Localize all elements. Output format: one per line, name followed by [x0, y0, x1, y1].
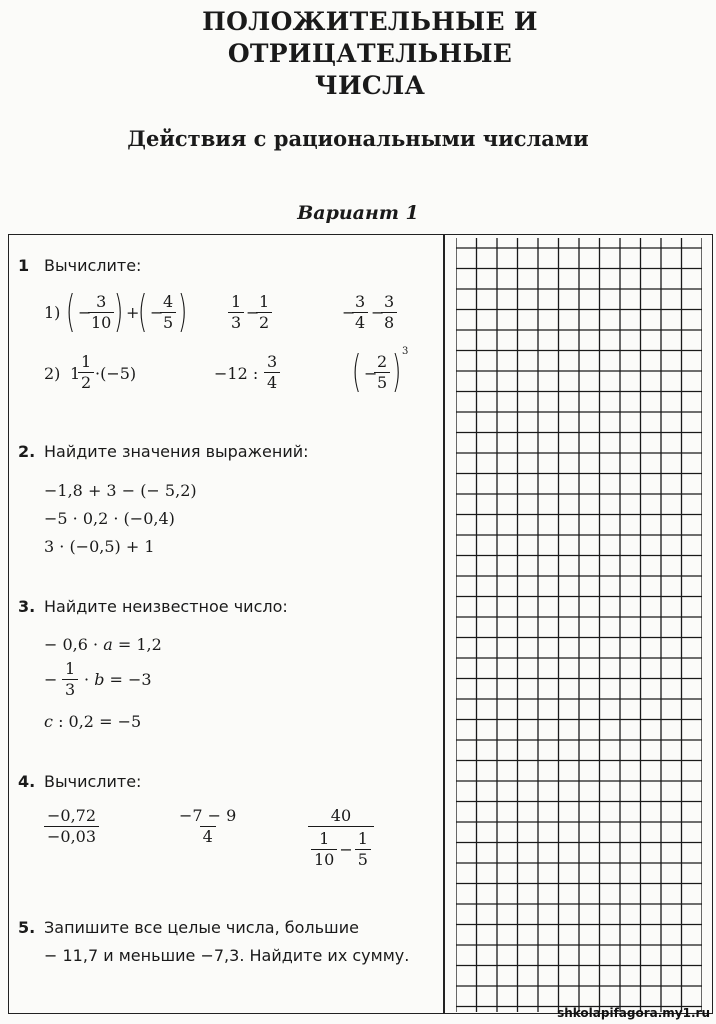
ex1-fraction2: [160, 292, 176, 333]
task1-prompt: Вычислите:: [44, 256, 142, 275]
ex2-fraction1: [228, 292, 244, 333]
title-line-2: ЧИСЛА: [314, 71, 426, 100]
task3-line2-mid: ·: [84, 670, 90, 689]
fraction-denominator: 5: [160, 312, 176, 333]
task1-number: 1: [18, 256, 30, 275]
fraction-numerator: 40: [330, 806, 352, 825]
answer-grid: [456, 238, 702, 1012]
ex1-minus1: −: [78, 303, 92, 322]
task2-line-3: 3 · (−0,5) + 1: [44, 537, 155, 556]
ex4-whole: 1: [70, 364, 81, 383]
ex1-fraction1: [88, 292, 114, 333]
fraction-denominator: 3: [62, 679, 78, 700]
task2-line-1: −1,8 + 3 − (− 5,2): [44, 481, 197, 500]
task5-number: 5.: [18, 918, 36, 937]
variable-b: b: [94, 670, 105, 689]
fraction-numerator: 1: [319, 829, 330, 848]
paren-left: (: [137, 286, 148, 337]
variant-label: Вариант 1: [297, 202, 419, 224]
ex3-lead-minus: −: [342, 303, 356, 322]
task3-line-3: [44, 712, 141, 732]
ex6-fraction: [374, 352, 390, 393]
task3-fraction: [62, 659, 78, 700]
task5-line-2: − 11,7 и меньшие −7,3. Найдите их сумму.: [44, 946, 410, 965]
ex2-fraction2: [256, 292, 272, 333]
variable-c: c: [44, 712, 53, 731]
fraction-denominator: 10: [88, 312, 114, 333]
task1-row1-label: 1): [44, 303, 61, 322]
inner-fraction-a: [311, 829, 337, 870]
ex3-minus: −: [371, 303, 385, 322]
fraction-numerator: 1: [357, 829, 368, 848]
title-line-1: ПОЛОЖИТЕЛЬНЫЕ И ОТРИЦАТЕЛЬНЫЕ: [202, 7, 538, 68]
ex5-lead: −12 :: [214, 364, 259, 383]
inner-minus: −: [339, 839, 353, 859]
task3-line1-post: = 1,2: [117, 635, 162, 654]
task2-line-2: −5 · 0,2 · (−0,4): [44, 509, 175, 528]
fraction-numerator: −7 − 9: [179, 806, 237, 825]
fraction-denominator: 8: [381, 312, 397, 333]
ex5-fraction: [264, 352, 280, 393]
fraction-numerator: 3: [96, 292, 107, 311]
task2-number: 2.: [18, 442, 36, 461]
fraction-denominator: 3: [228, 312, 244, 333]
fraction-numerator: 3: [267, 352, 278, 371]
task5-line-1: Запишите все целые числа, большие: [44, 918, 359, 937]
paren-left: (: [351, 346, 362, 397]
paren-right: ): [177, 286, 188, 337]
variable-a: a: [103, 635, 113, 654]
ex1-plus: +: [126, 303, 140, 322]
column-divider: [443, 234, 445, 1014]
ex6-power: 3: [402, 346, 409, 357]
paren-right: ): [391, 346, 402, 397]
fraction-denominator: 4: [200, 826, 216, 847]
fraction-numerator: 3: [384, 292, 395, 311]
task3-line2-minus: −: [44, 670, 58, 689]
compound-denominator: [308, 826, 374, 870]
fraction-denominator: 5: [355, 849, 371, 870]
ex4-fraction: [78, 352, 94, 393]
fraction-numerator: −0,72: [47, 806, 97, 825]
task3-line3-post: : 0,2 = −5: [58, 712, 142, 731]
fraction-denominator: 2: [256, 312, 272, 333]
task3-line-2-rest: [84, 670, 152, 690]
task3-line1-pre: − 0,6 ·: [44, 635, 99, 654]
ex1-minus2: −: [150, 303, 164, 322]
task2-prompt: Найдите значения выражений:: [44, 442, 309, 461]
task1-row2-label: 2): [44, 364, 61, 383]
fraction-numerator: 1: [231, 292, 242, 311]
ex3-fraction2: [381, 292, 397, 333]
site-watermark: shkolapifagora.my1.ru: [557, 1006, 710, 1020]
task4-fraction-3: [308, 806, 374, 870]
fraction-denominator: 10: [311, 849, 337, 870]
task3-line-1: [44, 635, 162, 655]
ex2-minus: −: [246, 303, 260, 322]
fraction-denominator: 4: [352, 312, 368, 333]
task3-number: 3.: [18, 597, 36, 616]
fraction-denominator: 2: [78, 372, 94, 393]
ex4-rest: ·(−5): [95, 364, 137, 383]
section-subtitle: Действия с рациональными числами: [127, 126, 589, 151]
task3-prompt: Найдите неизвестное число:: [44, 597, 288, 616]
fraction-numerator: 2: [377, 352, 388, 371]
ex6-minus: −: [364, 364, 378, 383]
fraction-denominator: 5: [374, 372, 390, 393]
fraction-numerator: 1: [81, 352, 92, 371]
inner-fraction-b: [355, 829, 371, 870]
paren-left: (: [65, 286, 76, 337]
fraction-numerator: 1: [259, 292, 270, 311]
page-title: [60, 6, 680, 102]
task4-number: 4.: [18, 772, 36, 791]
task3-line2-post: = −3: [109, 670, 152, 689]
fraction-numerator: 3: [355, 292, 366, 311]
paren-right: ): [113, 286, 124, 337]
fraction-denominator: −0,03: [44, 826, 99, 847]
ex3-fraction1: [352, 292, 368, 333]
task4-fraction-2: [176, 806, 239, 847]
task4-prompt: Вычислите:: [44, 772, 142, 791]
task4-fraction-1: [44, 806, 99, 847]
fraction-denominator: 4: [264, 372, 280, 393]
fraction-numerator: 4: [163, 292, 174, 311]
fraction-numerator: 1: [65, 659, 76, 678]
